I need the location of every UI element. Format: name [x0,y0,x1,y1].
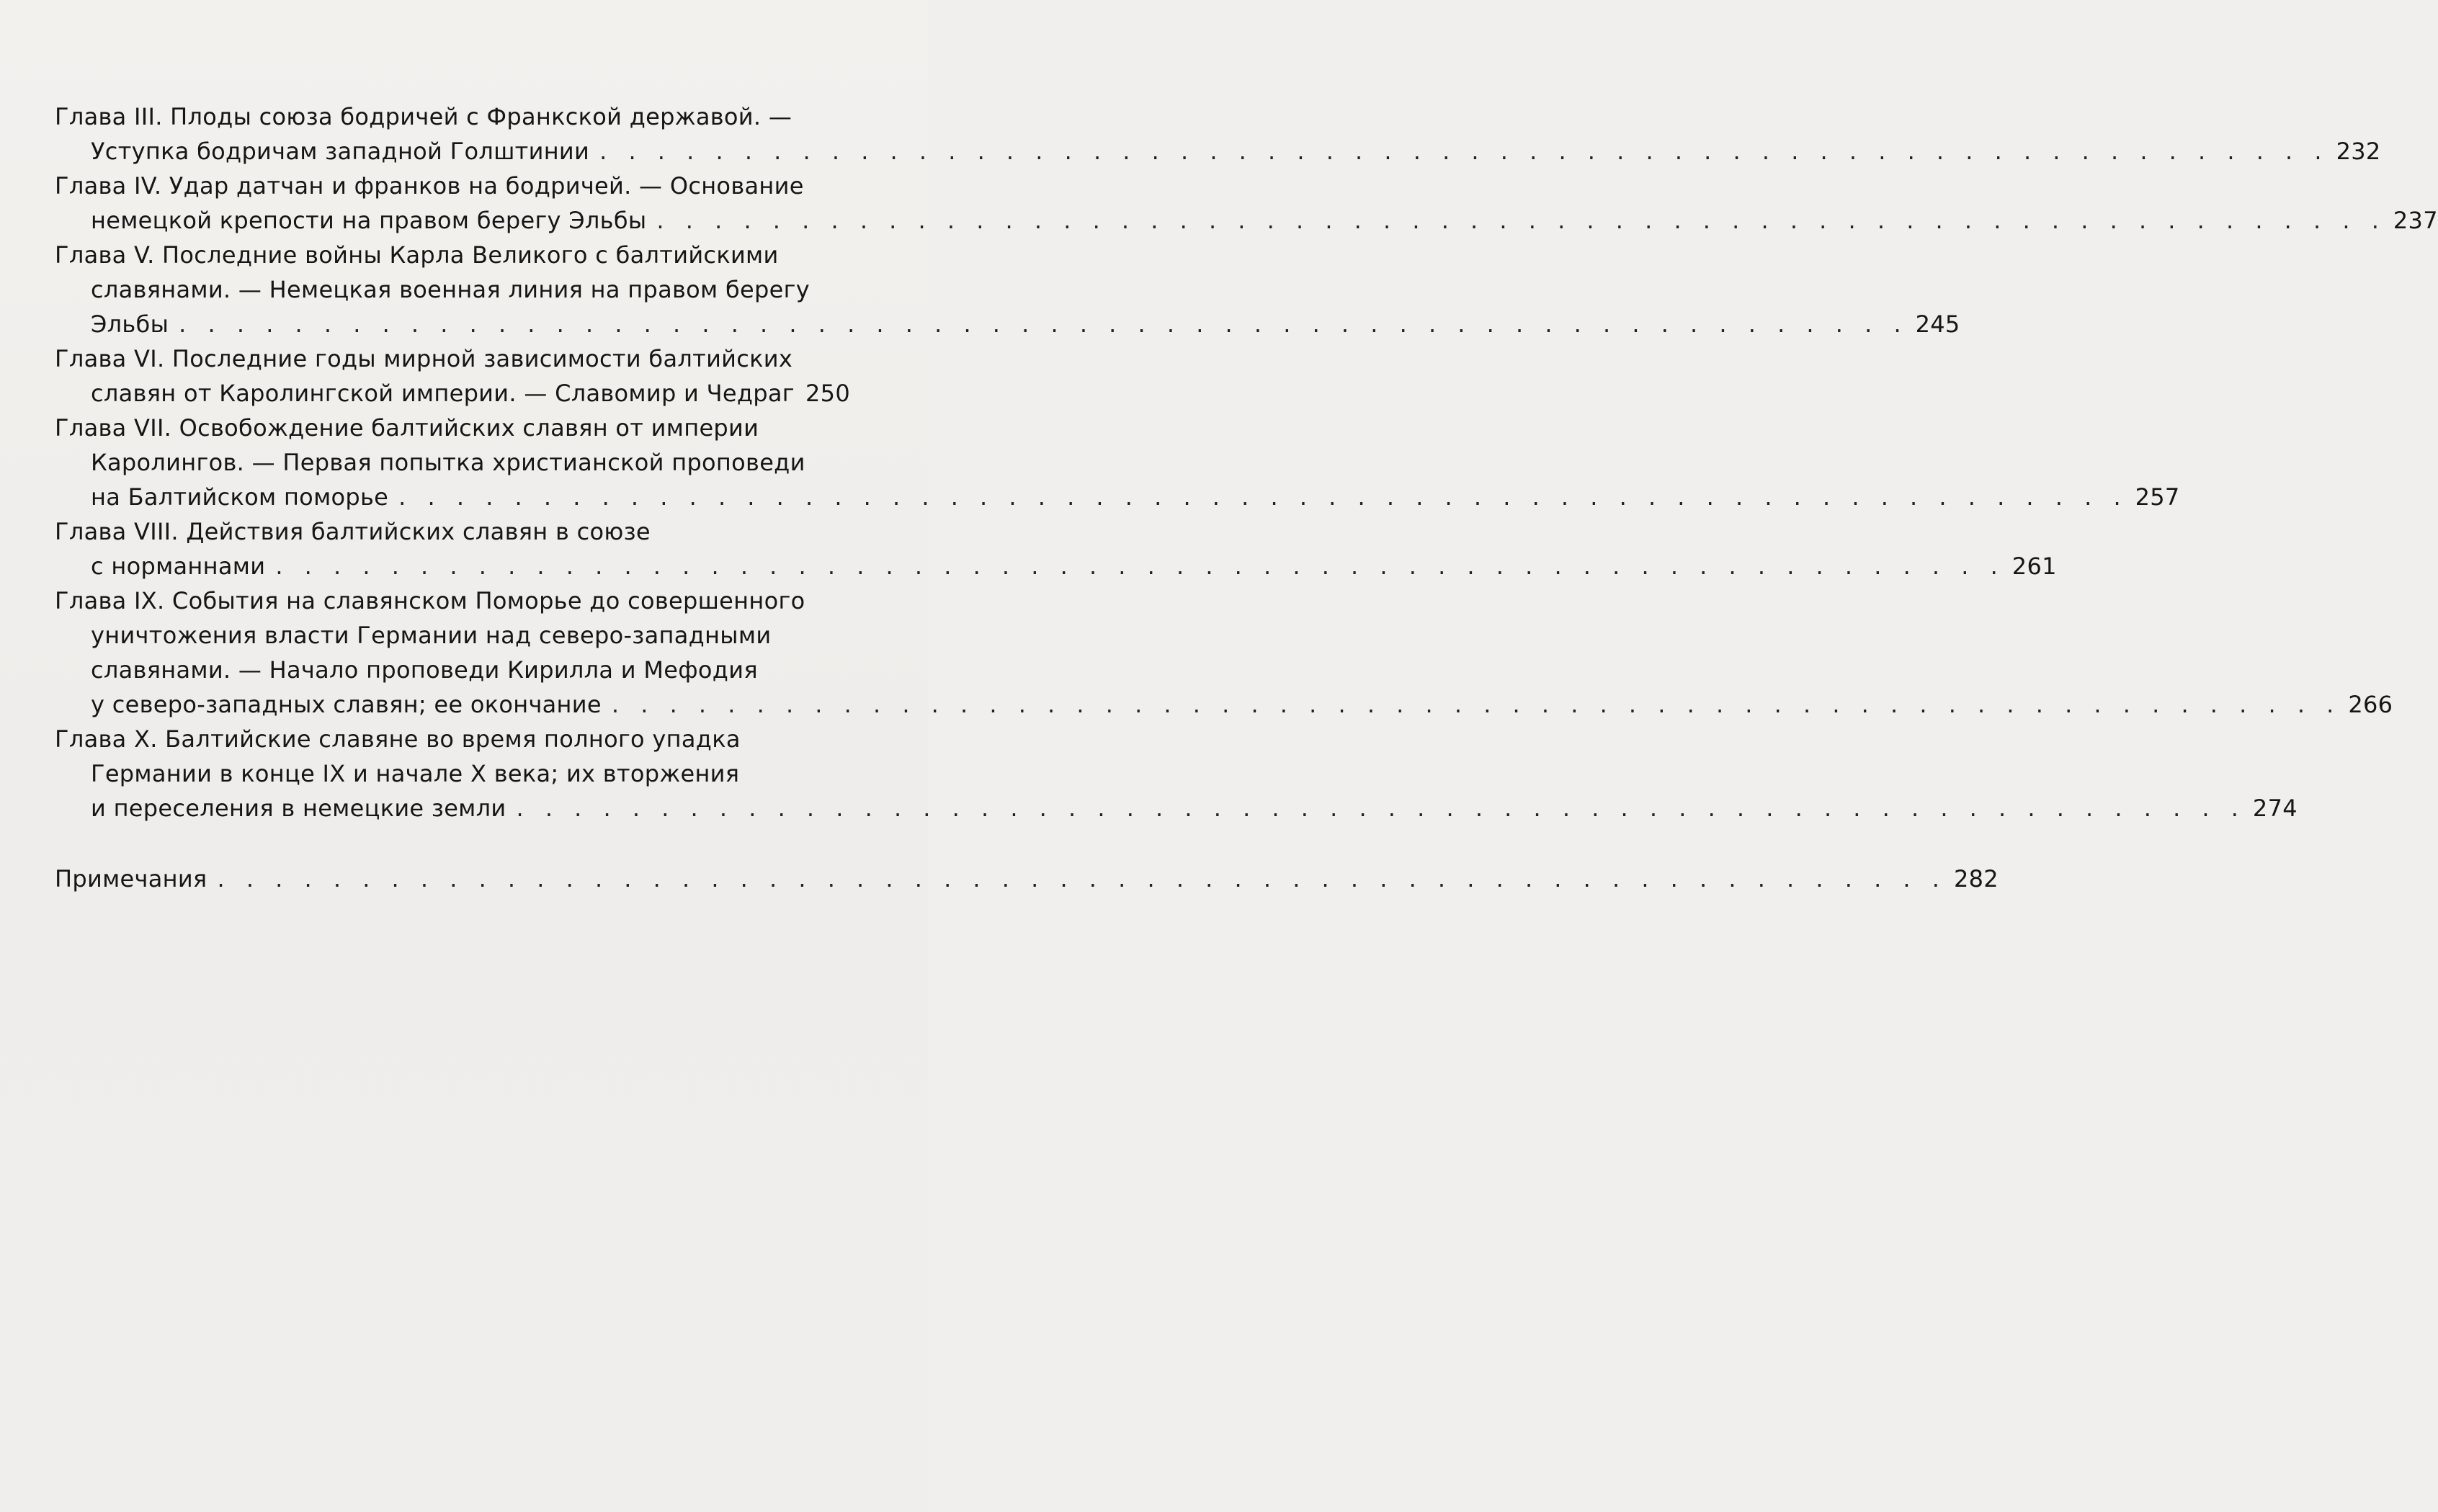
toc-page-number: 250 [805,380,850,407]
toc-entry-chapter-4[interactable] [55,169,2438,238]
toc-entry-line: Глава VI. Последние годы мирной зависимости балтийских [55,345,793,372]
toc-entry-chapter-9[interactable] [55,583,2393,722]
toc-page-number: 261 [2011,553,2057,580]
toc-entry-text: славян от Каролингской империи. — Славомир и Чедраг [91,380,795,407]
dot-leader: . . . . . . . . . . . . . . . . . . . . . . . . . . . . . . . . . . . . . . . . . . . . . . . . . . . . . . . . . . . . [275,553,2005,580]
dot-leader: . . . . . . . . . . . . . . . . . . . . . . . . . . . . . . . . . . . . . . . . . . . . . . . . . . . . . . . . . . . . [611,691,2341,718]
toc-entry-text: у северо-западных славян; ее окончание [91,691,602,718]
toc-entry-text: Уступка бодричам западной Голштинии [91,138,590,165]
toc-page-number: 266 [2348,691,2393,718]
toc-entry-text: на Балтийском поморье [91,483,389,511]
toc-entry-last-line [55,307,1960,341]
toc-entry-chapter-8[interactable] [55,514,2057,583]
toc-entry-line: Глава X. Балтийские славяне во время полного упадка [55,725,741,753]
toc-entry-last-line [55,480,2180,514]
toc-entry-last-line [55,687,2393,722]
toc-entry-line: Каролингов. — Первая попытка христианской проповеди [91,449,805,476]
toc-page-number: 282 [1953,865,1999,893]
toc-entry-chapter-5[interactable] [55,238,1960,341]
toc-page-number: 232 [2336,138,2381,165]
table-of-contents [55,99,2438,896]
toc-entry-text: с норманнами [91,553,266,580]
toc-entry-line: Глава V. Последние войны Карла Великого с балтийскими [55,241,779,269]
toc-entry-line: Германии в конце IX и начале X века; их вторжения [91,760,740,787]
toc-entry-line: Глава IV. Удар датчан и франков на бодричей. — Основание [55,172,804,200]
toc-entry-line: Глава III. Плоды союза бодричей с Франкской державой. — [55,103,792,130]
toc-entry-text: немецкой крепости на правом берегу Эльбы [91,207,647,234]
dot-leader: . . . . . . . . . . . . . . . . . . . . . . . . . . . . . . . . . . . . . . . . . . . . . . . . . . . . . . . . . . . . [656,207,2386,234]
toc-entry-line: Глава IX. События на славянском Поморье до совершенного [55,587,805,614]
toc-entry-line: уничтожения власти Германии над северо-западными [91,622,772,649]
toc-entry-last-line [55,203,2438,238]
toc-entry-chapter-6[interactable] [55,341,850,411]
toc-page-number: 237 [2393,207,2438,234]
toc-page-number: 257 [2135,483,2180,511]
toc-entry-chapter-10[interactable] [55,722,2298,826]
toc-entry-chapter-7[interactable] [55,411,2180,514]
toc-entry-last-line [55,791,2298,826]
toc-entry-line: Глава VII. Освобождение балтийских славян от империи [55,414,759,442]
toc-entry-line: Глава VIII. Действия балтийских славян в союзе [55,518,651,545]
toc-entry-last-line [55,376,850,411]
dot-leader: . . . . . . . . . . . . . . . . . . . . . . . . . . . . . . . . . . . . . . . . . . . . . . . . . . . . . . . . . . . . [516,795,2246,822]
toc-entry-text: Примечания [55,865,207,893]
toc-entry-notes[interactable] [55,862,1999,896]
toc-entry-chapter-3[interactable] [55,99,2381,169]
dot-leader: . . . . . . . . . . . . . . . . . . . . . . . . . . . . . . . . . . . . . . . . . . . . . . . . . . . . . . . . . . . . [217,865,1947,893]
toc-entry-text: Эльбы [91,310,169,338]
toc-page-number: 274 [2252,795,2298,822]
toc-entry-line: славянами. — Немецкая военная линия на правом берегу [91,276,810,303]
toc-entry-last-line [55,862,1999,896]
dot-leader: . . . . . . . . . . . . . . . . . . . . . . . . . . . . . . . . . . . . . . . . . . . . . . . . . . . . . . . . . . . . [179,310,1908,338]
toc-entry-line: славянами. — Начало проповеди Кирилла и Мефодия [91,656,758,684]
toc-entry-last-line [55,134,2381,169]
toc-entry-last-line [55,549,2057,583]
dot-leader: . . . . . . . . . . . . . . . . . . . . . . . . . . . . . . . . . . . . . . . . . . . . . . . . . . . . . . . . . . . . [599,138,2329,165]
toc-page-number: 245 [1915,310,1960,338]
toc-entry-text: и переселения в немецкие земли [91,795,506,822]
dot-leader: . . . . . . . . . . . . . . . . . . . . . . . . . . . . . . . . . . . . . . . . . . . . . . . . . . . . . . . . . . . . [398,483,2128,511]
